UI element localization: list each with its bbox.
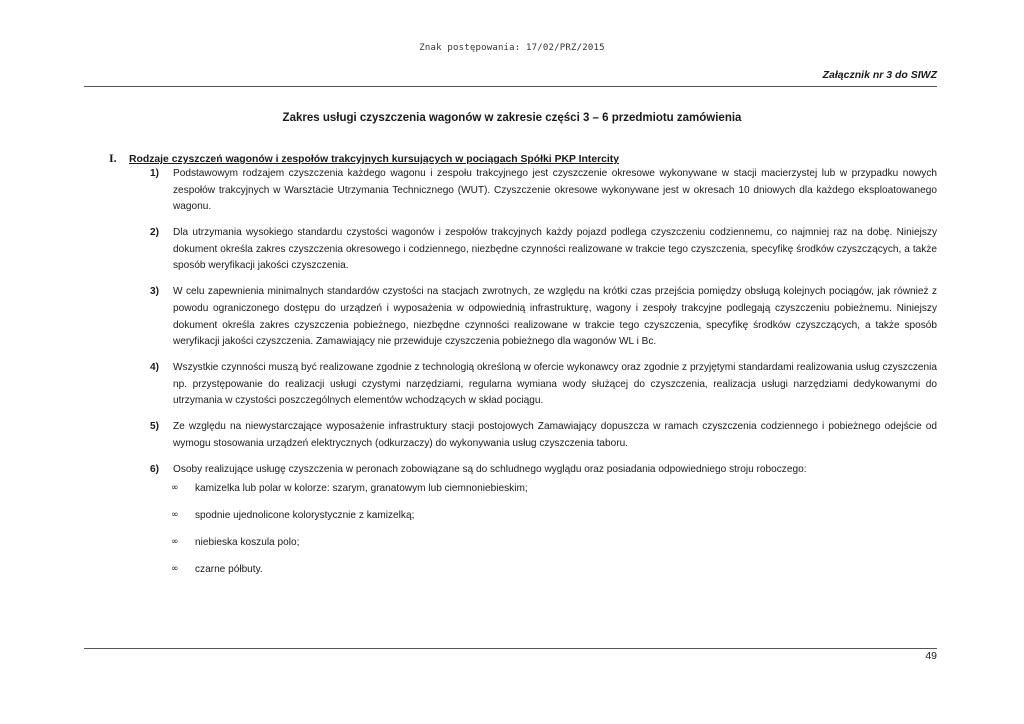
list-item-text: W celu zapewnienia minimalnych standardów czystości na stacjach zwrotnych, ze względu na krótki czas przejścia pomiędzy obsługą kolejnych pociągów, jak również z powodu ograniczonego dostępu do urządzeń i wyposażenia w odpowiednią infrastrukturę, wagony i zespoły trakcyjne podlegają czyszczeniu pobieżnemu. Niniejszy dokument określa zakres czyszczenia pobieżnego, niezbędne czynności realizowane w trakcie tego czyszczenia, specyfikę środków czyszczących, a także sposób weryfikacji jakości czyszczenia. Zamawiający nie przewiduje czyszczenia pobieżnego dla wagonów WL i Bc. xyxy=(173,286,937,348)
list-item-number: 1) xyxy=(150,168,159,179)
section-heading-text: Rodzaje czyszczeń wagonów i zespołów trakcyjnych kursujących w pociągach Spółki PKP Intercity xyxy=(129,154,620,165)
header-divider xyxy=(84,86,937,87)
list-item-2 xyxy=(150,225,937,275)
annex-label: Załącznik nr 3 do SIWZ xyxy=(822,69,937,81)
list-item-number: 5) xyxy=(150,421,159,433)
list-item-text: Osoby realizujące usługę czyszczenia w peronach zobowiązane są do schludnego wyglądu oraz posiadania odpowiedniego stroju roboczego: xyxy=(173,463,807,475)
bullet-text: kamizelka lub polar w kolorze: szarym, granatowym lub ciemnoniebieskim; xyxy=(195,483,528,494)
section-numeral: I. xyxy=(109,151,117,165)
clothing-bullet-list xyxy=(171,480,528,588)
list-item-number: 6) xyxy=(150,463,159,475)
bullet-item xyxy=(171,534,528,551)
infinity-bullet-icon: ∞ xyxy=(171,510,179,520)
bullet-item xyxy=(171,480,528,497)
bullet-item xyxy=(171,507,528,524)
document-title: Zakres usługi czyszczenia wagonów w zakresie części 3 – 6 przedmiotu zamówienia xyxy=(282,112,742,124)
list-item-text: Ze względu na niewystarczające wyposażenie infrastruktury stacji postojowych Zamawiający dopuszcza w ramach czyszczenia codziennego i pobieżnego odejście od wymogu stosowania urządzeń elektrycznych (odkurzaczy) do wykonywania usług czyszczenia taboru. xyxy=(173,421,937,449)
infinity-bullet-icon: ∞ xyxy=(171,564,179,574)
numbered-list xyxy=(150,166,937,488)
page-number: 49 xyxy=(925,650,937,662)
bullet-text: spodnie ujednolicone kolorystycznie z kamizelką; xyxy=(195,510,415,521)
list-item-6 xyxy=(150,462,937,479)
list-item-number: 2) xyxy=(150,227,159,239)
list-item-3 xyxy=(150,284,937,350)
list-item-1 xyxy=(150,166,937,216)
list-item-text: Wszystkie czynności muszą być realizowane zgodnie z technologią określoną w ofercie wykonawcy oraz zgodnie z przyjętymi standardami realizowania usług czyszczenia np. przystępowanie do realizacji usługi czystymi narzędziami, regularna wymiana wody służącej do czyszczenia, realizacja usługi narzędziami dedykowanymi do utrzymania w czystości poszczególnych elementów wchodzących w skład pociągu. xyxy=(173,362,937,407)
list-item-number: 3) xyxy=(150,286,159,298)
footer-divider xyxy=(84,648,937,649)
list-item-5 xyxy=(150,419,937,452)
infinity-bullet-icon: ∞ xyxy=(171,483,179,493)
list-item-number: 4) xyxy=(150,362,159,374)
bullet-item xyxy=(171,561,528,578)
infinity-bullet-icon: ∞ xyxy=(171,537,179,547)
section-heading xyxy=(109,151,619,166)
bullet-text: czarne półbuty. xyxy=(195,564,263,575)
bullet-text: niebieska koszula polo; xyxy=(195,537,300,548)
list-item-4 xyxy=(150,360,937,410)
list-item-text: Dla utrzymania wysokiego standardu czystości wagonów i zespołów trakcyjnych każdy pojazd podlega czyszczeniu codziennemu, co najmniej raz na dobę. Niniejszy dokument określa zakres czyszczenia okresowego i codziennego, niezbędne czynności realizowane w trakcie tego czyszczenia, specyfikę środków czyszczących, a także sposób weryfikacji jakości czyszczenia. xyxy=(173,227,937,272)
procedure-reference: Znak postępowania: 17/02/PRZ/2015 xyxy=(419,43,605,53)
list-item-text: Podstawowym rodzajem czyszczenia każdego wagonu i zespołu trakcyjnego jest czyszczenie okresowe wykonywane w stacji macierzystej lub w przypadku nowych zespołów trakcyjnych w Warsztacie Utrzymania Technicznego (WUT). Czyszczenie okresowe wykonywane jest w okresach 10 dniowych dla każdego eksploatowanego wagonu. xyxy=(173,168,937,213)
